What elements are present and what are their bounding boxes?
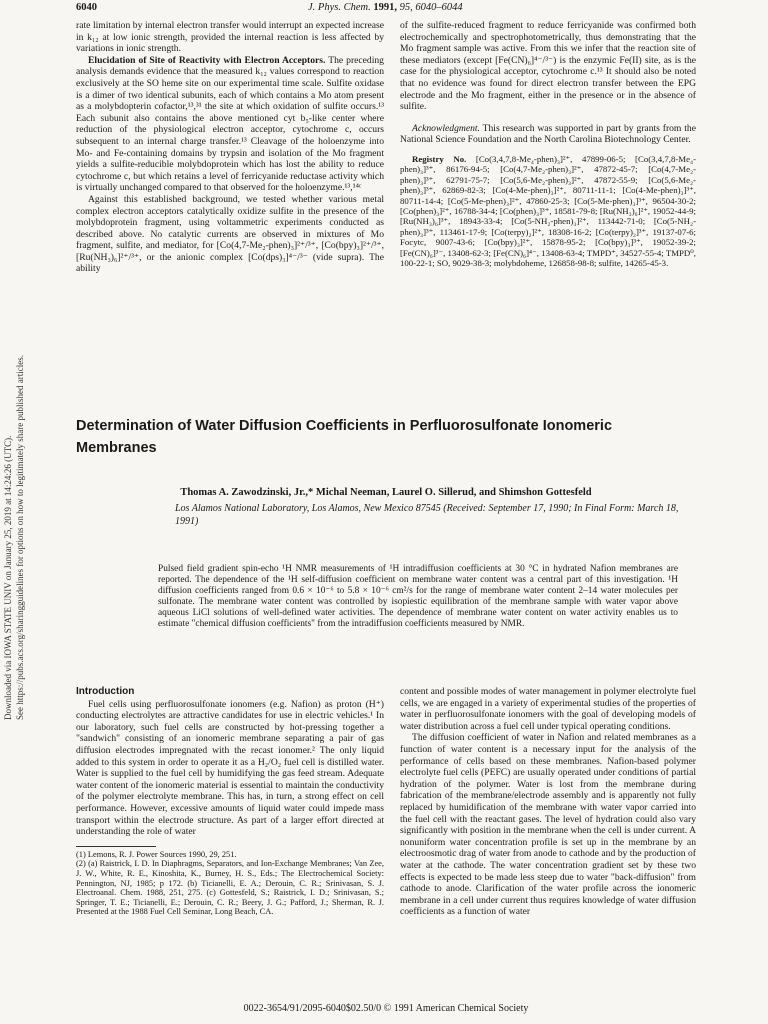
registry-numbers: Registry No. [Co(3,4,7,8-Me₄-phen)₃]²⁺, 47899-06-5; [Co(3,4,7,8-Me₄-phen)₃]³⁺, 86176-94-5; [Co(4,7-Me₂-phen)₃]²⁺, 47872-45-7; [Co(4,7-Me₂-phen)₃]³⁺, 62791-75-7; [Co(5,6-Me₂-phen)₃]²⁺, 47872-55-9; [Co(5,6-Me₂-phen)₃]³⁺, 62869-82-3; [Co(4-Me-phen)₃]²⁺, 80711-11-1; [Co(4-Me-phen)₃]³⁺, 80711-14-4; [Co(5-Me-phen)₃]²⁺, 47860-25-3; [Co(5-Me-phen)₃]³⁺, 96504-30-2; [Co(phen)₃]²⁺, 16788-34-4; [Co(phen)₃]³⁺, 18581-79-8; [Ru(NH₃)₆]²⁺, 19052-44-9; [Ru(NH₃)₆]³⁺, 18943-33-4; [Co(5-NH₂-phen)₃]²⁺, 113442-71-0; [Co(5-NH₂-phen)₃]³⁺, 113461-17-9; [Co(terpy)₂]²⁺, 18308-16-2; [Co(terpy)₂]³⁺, 19137-07-6; Focytc, 9007-43-6; [Co(bpy)₃]²⁺, 15878-95-2; [Co(bpy)₃]³⁺, 19052-39-2; [Fe(CN)₆]³⁻, 13408-62-3; [Fe(CN)₆]⁴⁻, 13408-63-4; TMPD⁺, 34527-55-4; TMPD⁰, 100-22-1; SO, 9029-38-3; molybdoheme, 126858-98-8; sulfite, 14265-45-3. — [400, 153, 696, 268]
prev-article-left-column — [76, 20, 384, 275]
paragraph: content and possible modes of water management in polymer electrolyte fuel cells, we are engaged in a variety of experimental studies of the properties of water in perfluorosulfonate ionomers with the goal of developing models of water distribution across a fuel cell under typical operating conditions. — [400, 686, 696, 732]
copyright-footer: 0022-3654/91/2095-6040$02.50/0 © 1991 American Chemical Society — [243, 1003, 529, 1014]
section-heading: Elucidation of Site of Reactivity with Electron Acceptors. — [88, 54, 326, 66]
article-authors: Thomas A. Zawodzinski, Jr.,* Michal Neeman, Laurel O. Sillerud, and Shimshon Gottesfeld — [180, 487, 592, 498]
prev-article-right-column — [400, 20, 696, 268]
paragraph: rate limitation by internal electron transfer would interrupt an expected increase in k₁₂ at low ionic strength, provided the internal reaction is less affected by variations in ionic strength. — [76, 20, 384, 55]
article-title: Determination of Water Diffusion Coefficients in Perfluorosulfonate Ionomeric Membranes — [76, 418, 613, 456]
introduction-heading: Introduction — [76, 686, 135, 697]
paragraph: Against this established background, we tested whether various metal complex electron acceptors catalytically oxidize sulfite in the presence of the molybdoprotein fragment, using voltammetric experiments conducted as described above. No catalytic currents are observed in mixtures of Mo fragment, sulfite, and mediator, for [Co(4,7-Me₂-phen)₃]²⁺/³⁺, [Co(bpy)₃]²⁺/³⁺, [Ru(NH₃)₆]²⁺/³⁺, or the anionic complex [Co(dps)₃]⁴⁻/³⁻ (vide supra). The ability — [76, 193, 384, 275]
paragraph: Elucidation of Site of Reactivity with Electron Acceptors. The preceding analysis demands evidence that the measured k₁₂ values correspond to reaction exclusively at the SO heme site on our experimental time scale. Sulfite oxidase is a dimer of two identical subunits, each of which contains a Mo atom present as a molybdopterin cofactor,¹³,³¹ the site at which oxidation of sulfite occurs.¹³ Each subunit also contains the above mentioned cyt b₅-like center where reduction of the physiological electron acceptor, cytochrome c, occurs subsequent to an internal charge transfer.¹³ Cleavage of the holoenzyme into Mo- and Fe-containing domains by trypsin and isolation of the Mo fragment yields a sulfite-reducible molybdoprotein which has lost the ability to reduce cytochrome c, but which retains a level of ferricyanide reductase activity which is virtually unchanged compared to that observed for the holoenzyme.¹³,¹⁴ᶜ — [76, 54, 384, 194]
journal-citation — [308, 2, 463, 13]
page-number: 6040 — [76, 2, 97, 13]
journal-volume-pages: 95, 6040–6044 — [399, 2, 463, 13]
article-affiliation: Los Alamos National Laboratory, Los Alamos, New Mexico 87545 (Received: September 17, 1990; In Final Form: March 18, 1991) — [175, 503, 679, 527]
footnote-divider — [76, 846, 156, 847]
paragraph: of the sulfite-reduced fragment to reduce ferricyanide was confirmed both electrochemically and spectrophotometrically, thus demonstrating that the Mo fragment sample was active. From this we infer that the reaction site of these mediators (except [Fe(CN)₆]⁴⁻/³⁻) is the enzymic Fe(II) site, as is the case for the physiological acceptor, cytochrome c.¹³ It should also be noted that no evidence was found for direct electron transfer between the EPG electrode and the Mo fragment, either in the presence or in the absence of sulfite. — [400, 20, 696, 113]
journal-name: J. Phys. Chem. — [308, 2, 371, 13]
article-abstract: Pulsed field gradient spin-echo ¹H NMR measurements of ¹H intradiffusion coefficients at 30 °C in hydrated Nafion membranes are reported. The dependence of the ¹H self-diffusion coefficient on membrane water content was a central part of this investigation. ¹H diffusion coefficients ranged from 0.6 × 10⁻⁶ to 5.8 × 10⁻⁶ cm²/s for the range of membrane water content 2–14 water molecules per sulfonate. The membrane water content was controlled by isopiestic equilibration of the membrane sample with water vapor above aqueous LiCl solutions of well-defined water activities. The dependence of membrane water content on water activity enables us to estimate "chemical diffusion coefficients" from the intradiffusion coefficients measured by NMR. — [158, 564, 678, 629]
sharing-guidelines-note: See https://pubs.acs.org/sharingguidelines for options on how to legitimately share published articles. — [15, 354, 25, 720]
registry-heading: Registry No. — [412, 153, 467, 164]
paragraph: Fuel cells using perfluorosulfonate ionomers (e.g. Nafion) as proton (H⁺) conducting electrolytes are attractive candidates for use in electric vehicles.¹ In our laboratory, such fuel cells are constructed by hot-pressing together a "sandwich" consisting of an ionomeric membrane separating a pair of gas diffusion electrodes impregnated with the recast ionomer.² The only liquid added to this system in order to operate it as a H₂/O₂ fuel cell is distilled water. Water is supplied to the fuel cell by humidifying the gas feed stream. Adequate water content of the ionomeric material is essential to maintain the conductivity of the polymer electrolyte membrane. This has, in turn, a strong effect on cell performance. However, excessive amounts of liquid water could impede mass transport within the electrode structure. As part of a larger effort directed at understanding the role of water — [76, 698, 384, 838]
journal-year: 1991, — [373, 2, 397, 13]
download-note: Downloaded via IOWA STATE UNIV on January 25, 2019 at 14:24:26 (UTC). — [3, 435, 13, 720]
intro-left-column — [76, 686, 384, 917]
running-header — [76, 2, 696, 16]
download-watermark — [2, 240, 42, 720]
paragraph: The diffusion coefficient of water in Nafion and related membranes as a function of water content is a necessary input for the analysis of the performance of cells based on these membranes. Nafion-based polymer electrolyte fuel cells (PEFC) are usually operated under conditions of partial hydration of the polymer. Water is lost from the membrane during fabrication of the membrane/electrode assembly and is apparently not fully replaced by humidification of the membrane with water vapor carried into the fuel cell with the reactant gases. The level of hydration could also vary significantly with position in the membrane when the cell is under current. A nonuniform water concentration profile is set up in the membrane by an electroosmotic drag of water from anode to cathode and by the production of water at the cathode. The water concentration gradient set by these two effects is expected to be made less steep due to water "back-diffusion" from cathode to anode. Clarification of the water profile across the ionomeric membrane in a cell under current thus requires knowledge of water diffusion coefficients as a function of water — [400, 732, 696, 918]
acknowledgment-heading: Acknowledgment. — [412, 122, 480, 134]
footnote: (1) Lemons, R. J. Power Sources 1990, 29, 251. — [76, 849, 237, 859]
footnote: (2) (a) Raistrick, I. D. In Diaphragms, Separators, and Ion-Exchange Membranes; Van Zee, J. W., White, R. E., Kinoshita, K., Burney, H. S., Eds.; The Electrochemical Society: Pennington, NJ, 1985; p 172. (b) Ticianelli, E. A.; Derouin, C. R.; Srinivasan, S. J. Electroanal. Chem. 1988, 251, 275. (c) Gottesfeld, S.; Raistrick, I. D.; Srinivasan, S.; Springer, T. E.; Ticianelli, E.; Derouin, C. R.; Beery, J. G.; Pafford, J.; Sherman, R. J. Presented at the 1988 Fuel Cell Seminar, Long Beach, CA. — [76, 859, 384, 917]
intro-right-column — [400, 686, 696, 918]
acknowledgment: Acknowledgment. This research was supported in part by grants from the National Science Foundation and the North Carolina Biotechnology Center. — [400, 122, 696, 146]
